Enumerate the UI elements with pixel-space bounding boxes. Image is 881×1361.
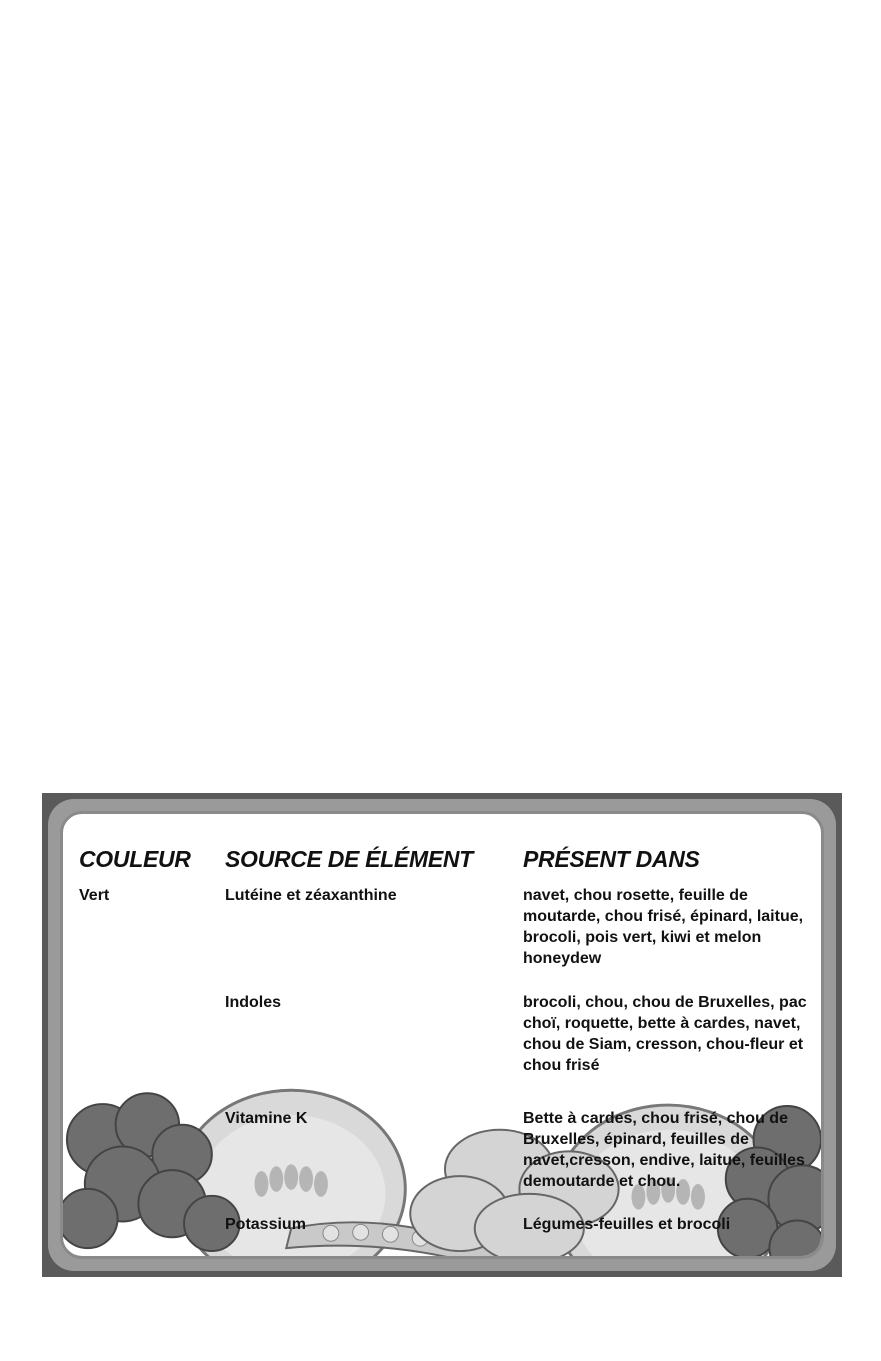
nutrition-table [63,814,821,1256]
source-cell: Vitamine K [225,1110,308,1127]
present-cell: Légumes-feuilles et brocoli [523,1216,731,1233]
source-cell: Potassium [225,1216,306,1233]
column-header-source: SOURCE DE ÉLÉMENT [225,846,473,872]
nutrition-panel [42,793,842,1277]
present-cell: Bette à cardes, chou frisé, chou de Bruxelles, épinard, feuilles de navet,cresson, endive, laitue, feuilles demoutarde et chou. [523,1110,805,1190]
panel-card [60,811,824,1259]
column-header-present: PRÉSENT DANS [523,846,700,872]
color-cell: Vert [79,887,110,904]
present-cell: navet, chou rosette, feuille de moutarde, chou frisé, épinard, laitue, brocoli, pois vert, kiwi et melon honeydew [523,887,804,967]
panel-frame [48,799,836,1271]
present-cell: brocoli, chou, chou de Bruxelles, pac choï, roquette, bette à cardes, navet, chou de Siam, cresson, chou-fleur et chou frisé [523,994,807,1074]
source-cell: Indoles [225,994,282,1011]
source-cell: Lutéine et zéaxanthine [225,887,397,904]
column-header-color: COULEUR [79,846,191,872]
